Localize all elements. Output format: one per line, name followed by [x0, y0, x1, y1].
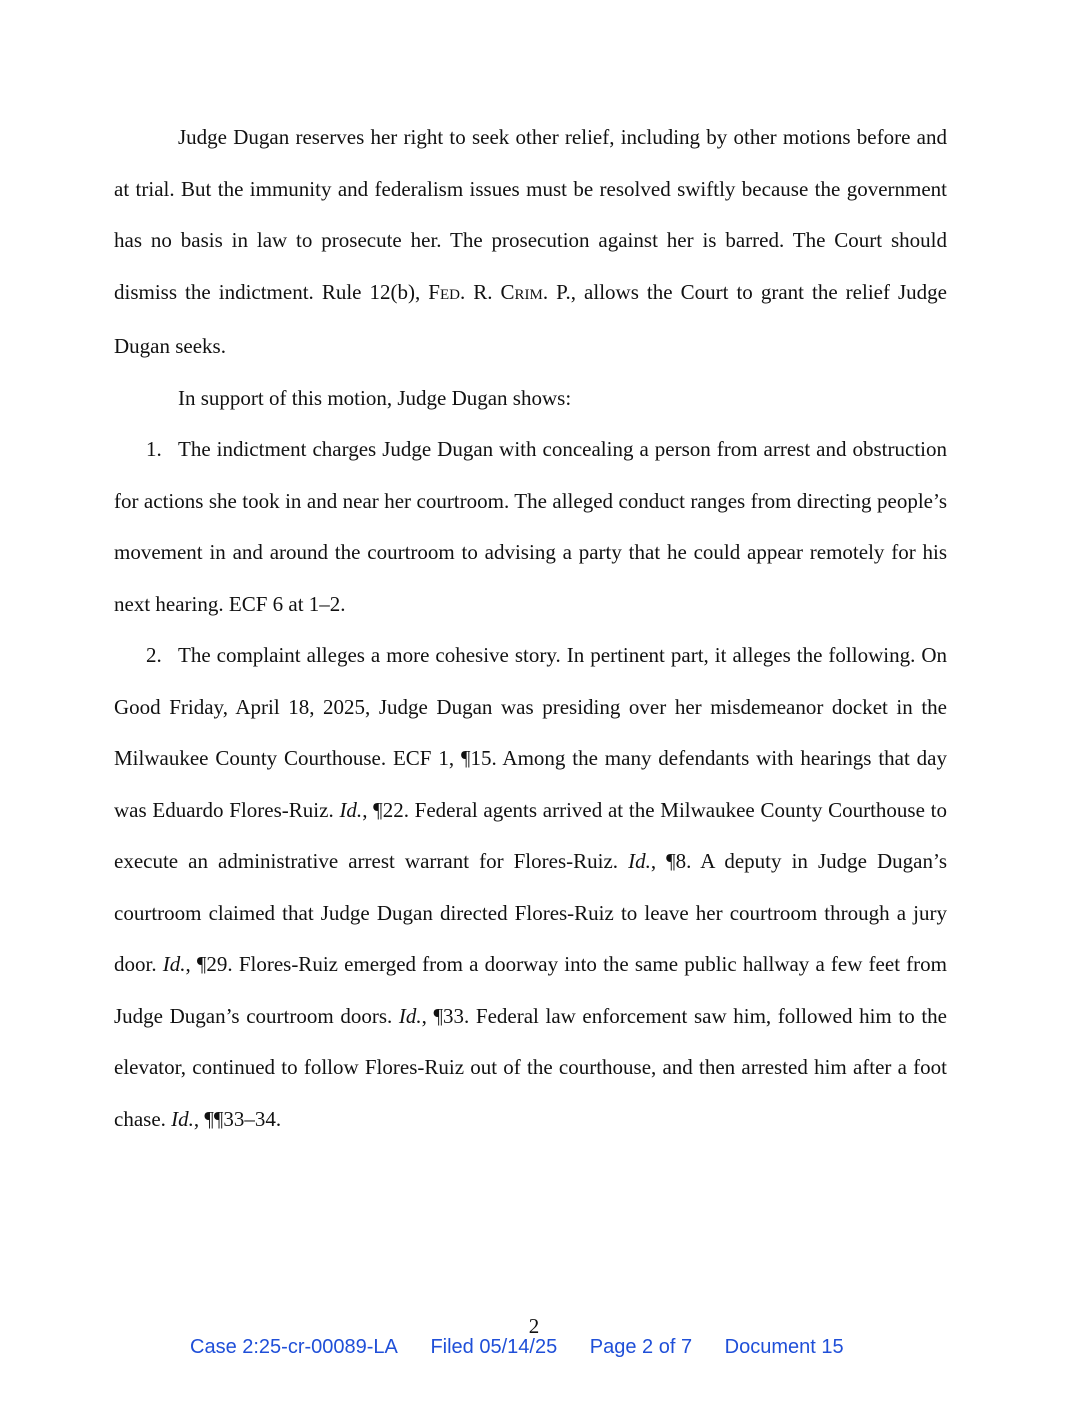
item-2-number: 2. — [146, 643, 162, 667]
paragraph-support: In support of this motion, Judge Dugan shows: — [178, 385, 572, 410]
footer-case-number: Case 2:25-cr-00089-LA — [190, 1336, 398, 1358]
item-2-text-f: , ¶¶33–34. — [193, 1106, 282, 1131]
paragraph-relief-end: , allows the Court to grant the relief Judge Dugan seeks. — [114, 279, 947, 358]
id-cite: Id. — [339, 797, 363, 822]
rule-cite-f: F — [428, 279, 440, 304]
page-number: 2 — [528, 1314, 540, 1338]
rule-cite-rim: RIM — [514, 286, 543, 303]
rule-cite-c: C — [500, 279, 515, 304]
item-2-text-e: , ¶33. Federal law enforcement saw him, followed him to the elevator, continued to follow Flores-Ruiz out of the courthouse, and then arrested him after a foot chase. — [114, 1003, 947, 1131]
rule-cite-r: . R. — [459, 279, 501, 304]
filing-footer — [190, 1336, 871, 1359]
paragraph-relief — [114, 112, 947, 373]
id-cite: Id. — [171, 1106, 194, 1131]
item-1-text: The indictment charges Judge Dugan with concealing a person from arrest and obstruction for actions she took in and near her courtroom. The alleged conduct ranges from directing people’s movement in and around the courtroom to advising a party that he could appear remotely for his next hearing. ECF 6 at 1–2. — [114, 437, 947, 616]
item-2-text-b: , ¶22. Federal agents arrived at the Milwaukee County Courthouse to execute an administrative arrest warrant for Flores-Ruiz. — [114, 797, 947, 873]
paragraph-relief-text: Judge Dugan reserves her right to seek other relief, including by other motions before and at trial. But the immunity and federalism issues must be resolved swiftly because the government has no basis in law to prosecute her. The prosecution against her is barred. The Court should dismiss the indictment. Rule 12(b), — [114, 125, 947, 304]
item-2-text-d: , ¶29. Flores-Ruiz emerged from a doorway into the same public hallway a few feet from Judge Dugan’s courtroom doors. — [114, 952, 948, 1028]
body-text — [114, 112, 947, 1145]
item-2-text-c: , ¶8. A deputy in Judge Dugan’s courtroom claimed that Judge Dugan directed Flores-Ruiz to leave her courtroom through a jury door. — [114, 849, 947, 976]
id-cite: Id. — [162, 952, 186, 976]
numbered-item-2 — [114, 630, 947, 1145]
rule-cite-p: . P. — [542, 279, 571, 304]
rule-cite-ed: ED — [439, 286, 460, 303]
footer-document-number: Document 15 — [724, 1336, 844, 1358]
id-cite: Id. — [628, 849, 651, 873]
item-2-text-a: The complaint alleges a more cohesive story. In pertinent part, it alleges the following. On Good Friday, April 18, 2025, Judge Dugan was presiding over her misdemeanor docket in the Milwaukee County Courthouse. ECF 1, ¶15. Among the many defendants with hearings that day was Eduardo Flores-Ruiz. — [114, 643, 947, 822]
footer-page-count: Page 2 of 7 — [589, 1336, 693, 1358]
numbered-item-1 — [114, 424, 947, 630]
id-cite: Id. — [398, 1003, 422, 1028]
footer-filed-date: Filed 05/14/25 — [430, 1336, 558, 1358]
item-1-number: 1. — [146, 437, 162, 461]
